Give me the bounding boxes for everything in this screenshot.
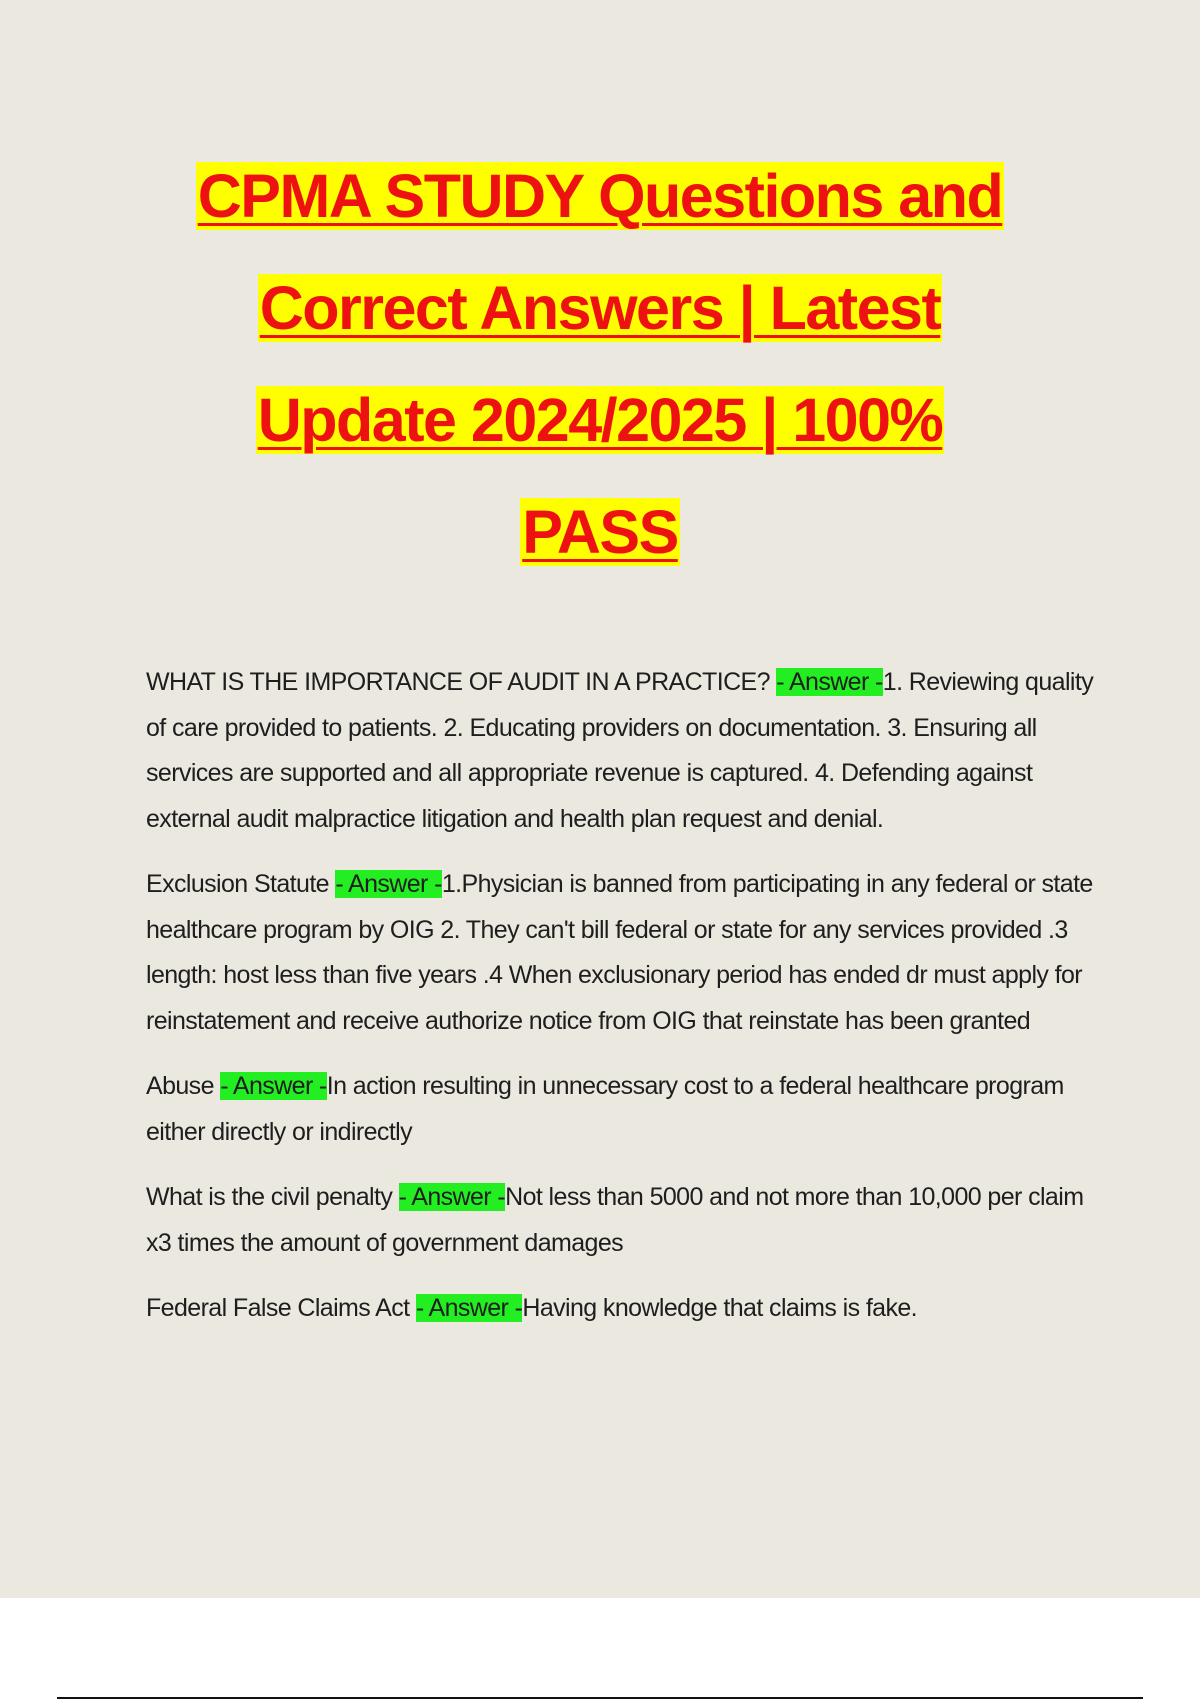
answer-label: - Answer -: [335, 870, 442, 898]
answer-label: - Answer -: [398, 1183, 506, 1211]
qa-item: [146, 862, 1106, 1044]
qa-item: [146, 1286, 1106, 1332]
question: Federal False Claims Act: [146, 1294, 416, 1322]
qa-item: [146, 660, 1106, 842]
answer-label: - Answer -: [220, 1072, 327, 1100]
answer: 1.Physician is banned from participating in any federal or state healthcare program by OIG 2. They can't bill federal or state for any services provided .3 length: host less than five years .4 When exclusionary period has ended dr must apply for reinstatement and receive authorize notice from OIG that reinstate has been granted: [146, 870, 1093, 1035]
question: What is the civil penalty: [146, 1183, 399, 1211]
title-line: Correct Answers | Latest: [259, 274, 941, 342]
title-line: Update 2024/2025 | 100%: [257, 386, 943, 454]
answer: Having knowledge that claims is fake.: [522, 1294, 918, 1322]
qa-item: [146, 1064, 1106, 1155]
question: Abuse: [146, 1072, 221, 1100]
qa-item: [146, 1175, 1106, 1266]
answer: 1. Reviewing quality of care provided to patients. 2. Educating providers on documentation. 3. Ensuring all services are supported and all appropriate revenue is captured. 4. Defending against external audit malpractice litigation and health plan request and denial.: [146, 668, 1094, 833]
page-divider: [57, 1697, 1143, 1699]
question: Exclusion Statute: [146, 870, 336, 898]
answer: Not less than 5000 and not more than 10,000 per claim x3 times the amount of government damages: [146, 1183, 1084, 1257]
title-line: CPMA STUDY Questions and: [197, 162, 1003, 230]
answer-label: - Answer -: [415, 1294, 523, 1322]
document-title: [0, 140, 1200, 588]
title-line: PASS: [522, 498, 678, 566]
answer-label: - Answer -: [776, 668, 883, 696]
answer: In action resulting in unnecessary cost to a federal healthcare program either directly or indirectly: [146, 1072, 1064, 1146]
qa-list: [146, 660, 1106, 1352]
question: WHAT IS THE IMPORTANCE OF AUDIT IN A PRACTICE?: [146, 668, 777, 696]
